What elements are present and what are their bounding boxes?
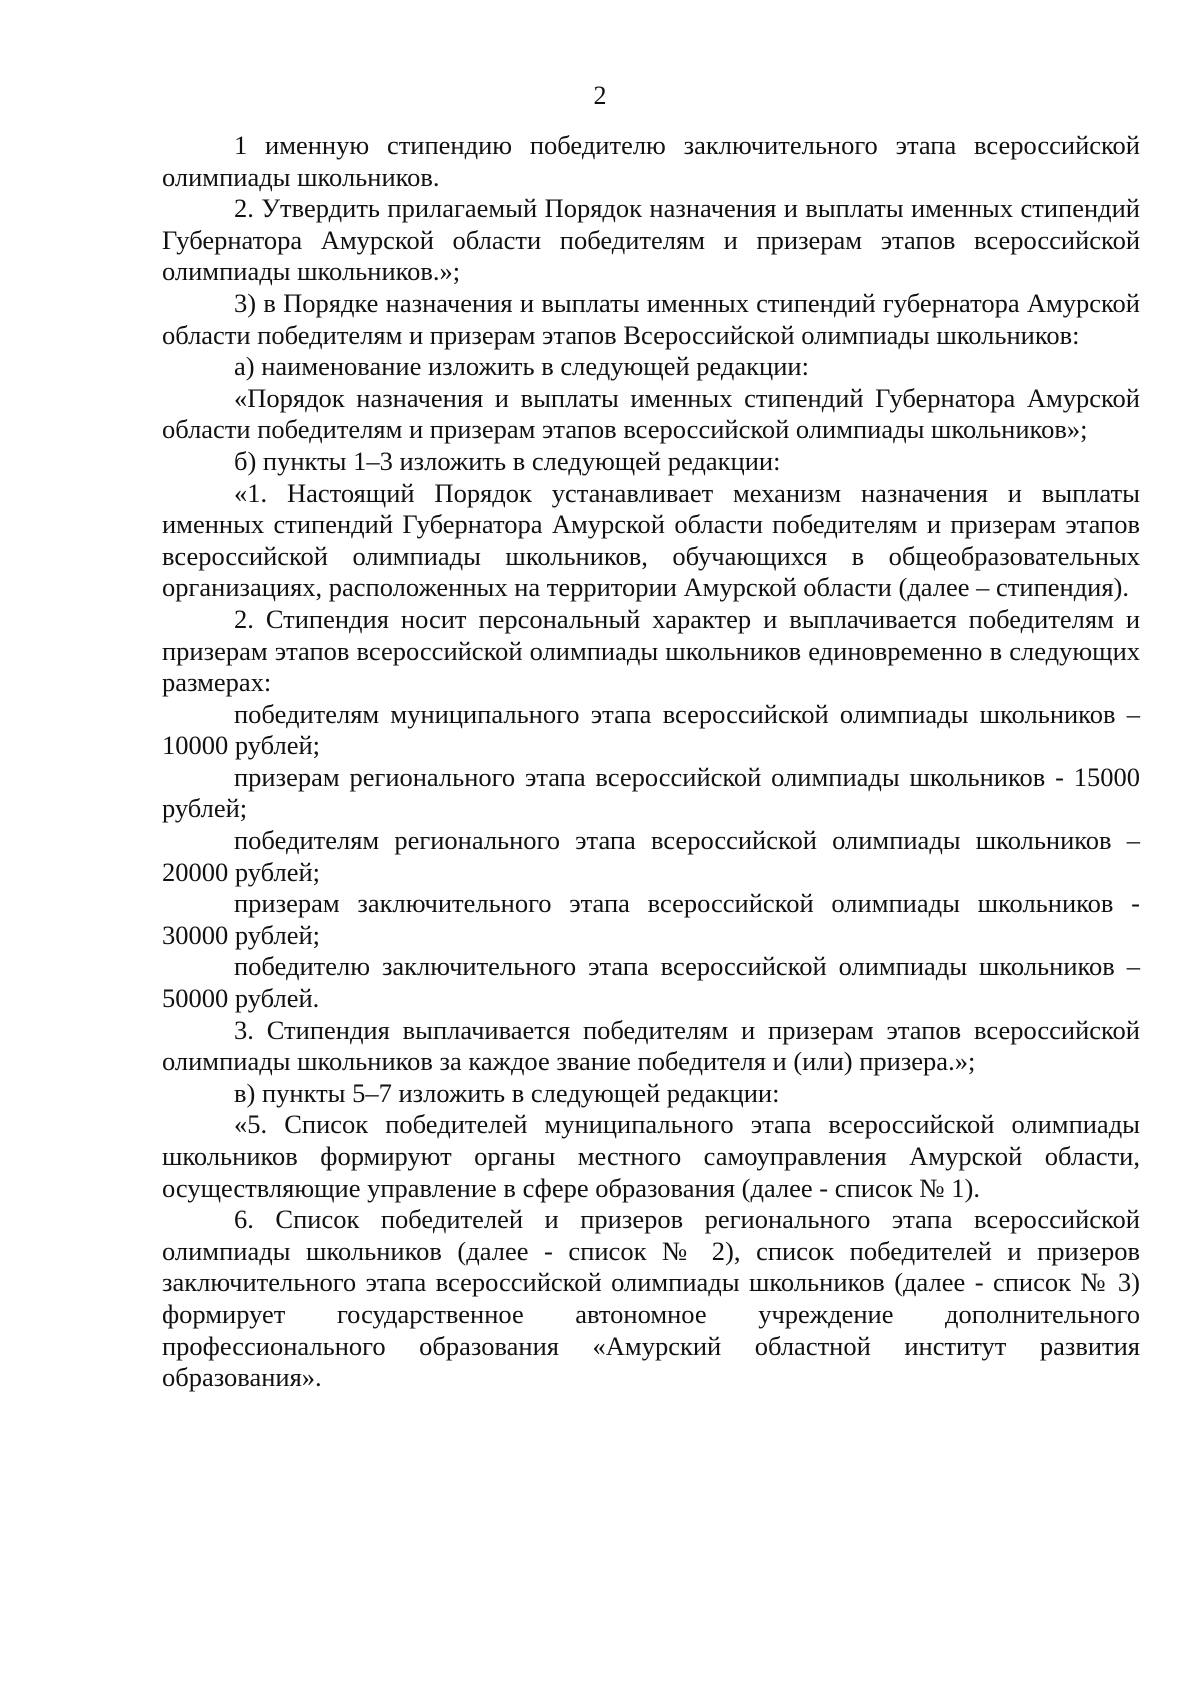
stipend-amount-item: победителю заключительного этапа всероссийской олимпиады школьников – 50000 рублей. bbox=[162, 951, 1140, 1014]
paragraph: 2. Утвердить прилагаемый Порядок назначения и выплаты именных стипендий Губернатора Амурской области победителям и призерам этапов всероссийской олимпиады школьников.»; bbox=[162, 193, 1140, 287]
paragraph: 3) в Порядке назначения и выплаты именных стипендий губернатора Амурской области победителям и призерам этапов Всероссийской олимпиады школьников: bbox=[162, 287, 1140, 350]
paragraph: а) наименование изложить в следующей редакции: bbox=[234, 351, 809, 382]
paragraph: «Порядок назначения и выплаты именных стипендий Губернатора Амурской области победителям и призерам этапов всероссийской олимпиады школьников»; bbox=[162, 382, 1140, 445]
paragraph: 3. Стипендия выплачивается победителям и призерам этапов всероссийской олимпиады школьников за каждое звание победителя и (или) призера.»; bbox=[162, 1014, 1140, 1077]
paragraph: в) пункты 5–7 изложить в следующей редакции: bbox=[234, 1077, 780, 1108]
paragraph: 1 именную стипендию победителю заключительного этапа всероссийской олимпиады школьников. bbox=[162, 130, 1140, 192]
paragraph: 6. Список победителей и призеров регионального этапа всероссийской олимпиады школьников (далее - список № 2), список победителей и призеров заключительного этапа всероссийской олимпиады школьников (далее - список № 3) формирует государственное автономное учреждение дополнительного профессионального образования «Амурский областной институт развития образования». bbox=[162, 1204, 1140, 1393]
stipend-amount-item: призерам регионального этапа всероссийской олимпиады школьников - 15000 рублей; bbox=[162, 761, 1140, 824]
paragraph: 2. Стипендия носит персональный характер и выплачивается победителям и призерам этапов всероссийской олимпиады школьников единовременно в следующих размерах: bbox=[162, 603, 1140, 698]
stipend-amount-item: призерам заключительного этапа всероссийской олимпиады школьников - 30000 рублей; bbox=[162, 888, 1140, 950]
page-number: 2 bbox=[593, 81, 607, 110]
stipend-amount-item: победителям регионального этапа всероссийской олимпиады школьников – 20000 рублей; bbox=[162, 825, 1140, 887]
document-body bbox=[162, 130, 1140, 1394]
stipend-amount-item: победителям муниципального этапа всероссийской олимпиады школьников – 10000 рублей; bbox=[162, 698, 1140, 761]
paragraph: б) пункты 1–3 изложить в следующей редакции: bbox=[234, 445, 781, 476]
paragraph: «5. Список победителей муниципального этапа всероссийской олимпиады школьников формируют органы местного самоуправления Амурской области, осуществляющие управление в сфере образования (далее - список № 1). bbox=[162, 1109, 1140, 1203]
paragraph: «1. Настоящий Порядок устанавливает механизм назначения и выплаты именных стипендий Губернатора Амурской области победителям и призерам этапов всероссийской олимпиады школьников, обучающихся в общеобразовательных организациях, расположенных на территории Амурской области (далее – стипендия). bbox=[162, 477, 1140, 603]
